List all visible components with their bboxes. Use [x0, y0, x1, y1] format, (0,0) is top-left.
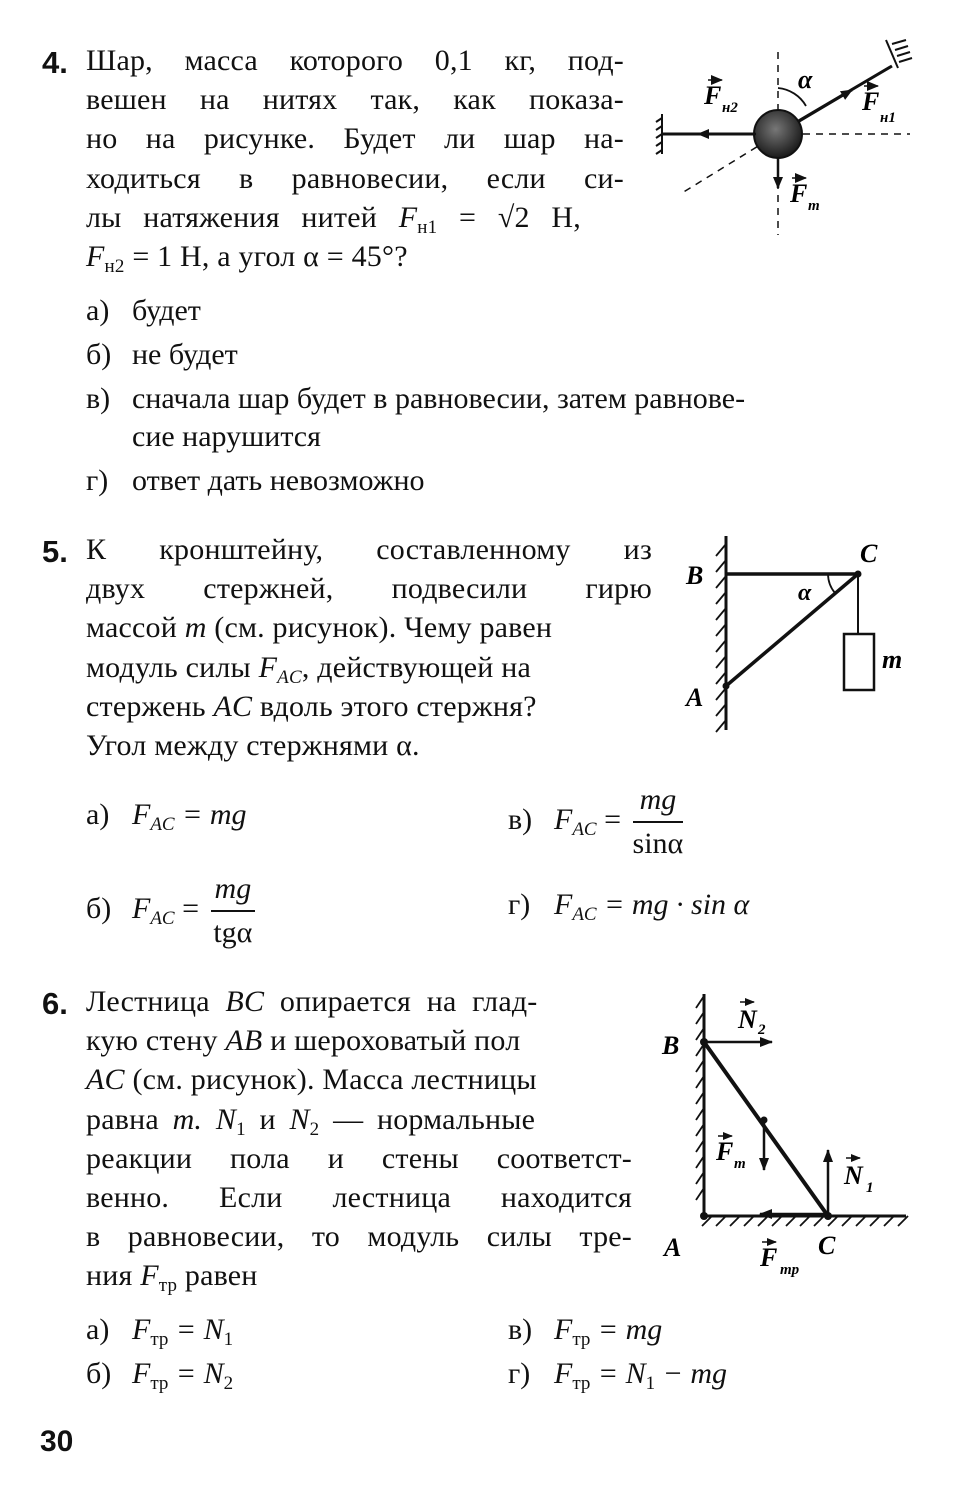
option-6b[interactable]	[86, 1355, 233, 1393]
text-fragment: , а угол α = 45°?	[201, 240, 408, 274]
figure-bracket	[680, 530, 920, 740]
option-4g[interactable]	[86, 462, 425, 500]
svg-text:н2: н2	[722, 100, 738, 116]
subscript: тр	[572, 1329, 591, 1350]
label-a: A	[686, 683, 704, 712]
label-c: C	[818, 1231, 836, 1260]
problem-4-text	[86, 41, 624, 276]
subscript: 1	[236, 1118, 246, 1140]
text-fragment: и шероховатый пол	[270, 1024, 521, 1058]
fraction-denominator: sinα	[632, 827, 684, 860]
vector-fn1	[798, 90, 852, 122]
fraction-numerator: mg	[633, 781, 684, 823]
option-6g[interactable]	[508, 1355, 727, 1393]
subscript: AC	[150, 907, 175, 929]
option-6v[interactable]	[508, 1311, 662, 1349]
option-5g[interactable]	[508, 886, 749, 924]
label-n1	[843, 1158, 874, 1196]
problem-5-text	[86, 530, 652, 765]
option-text: не будет	[132, 338, 238, 371]
force-symbol: F	[554, 1313, 573, 1346]
angle-label: α	[798, 65, 813, 94]
option-label: в)	[86, 382, 111, 415]
label-ftr	[759, 1242, 800, 1278]
label-fn2	[703, 80, 738, 116]
text-line	[86, 648, 652, 687]
floor-symbol: AC	[86, 1063, 125, 1097]
subscript: AC	[572, 904, 597, 925]
subscript: 1	[645, 1373, 656, 1394]
problem-6-text	[86, 982, 632, 1296]
text-line: двух стержней, подвесили гирю	[86, 572, 652, 606]
formula-rhs: = N	[597, 1357, 646, 1390]
text-fragment: массой	[86, 611, 177, 645]
svg-text:F: F	[704, 81, 722, 110]
subscript: 1	[223, 1329, 234, 1350]
option-6a[interactable]	[86, 1311, 233, 1349]
rod-symbol: AC	[213, 689, 253, 723]
text-line: венно. Если лестница находится	[86, 1181, 632, 1215]
text-line	[86, 982, 632, 1021]
formula-rhs: = mg	[182, 798, 247, 831]
option-label: г)	[508, 888, 531, 921]
label-b: B	[662, 1031, 680, 1060]
option-label: г)	[86, 464, 109, 497]
force-symbol: F	[86, 240, 105, 274]
text-fragment: равна	[86, 1102, 159, 1136]
formula-rhs: = N	[175, 1357, 224, 1390]
label-a: A	[664, 1233, 682, 1262]
text-line: К кронштейну, составленному из	[86, 533, 652, 566]
force-symbol: F	[554, 802, 573, 836]
force-symbol: F	[554, 888, 573, 921]
text-line	[86, 1021, 632, 1060]
formula-rhs: − mg	[662, 1357, 728, 1390]
wall-symbol: AB	[225, 1024, 263, 1058]
option-label: а)	[86, 294, 110, 327]
fraction-numerator: mg	[211, 870, 256, 912]
ladder-symbol: BC	[225, 985, 265, 1018]
force-symbol: F	[132, 798, 151, 831]
equals-sign: =	[182, 891, 200, 925]
text-line: Шар, масса которого 0,1 кг, под-	[86, 44, 624, 77]
mass-symbol: m.	[172, 1102, 203, 1136]
text-line	[86, 198, 624, 237]
formula-rhs: = N	[175, 1313, 224, 1346]
text-fragment: (см. рисунок). Чему равен	[214, 611, 553, 645]
subscript: тр	[150, 1329, 169, 1350]
subscript: тр	[158, 1275, 178, 1297]
equals-sign: =	[604, 802, 622, 836]
text-line	[86, 687, 652, 726]
problem-4-number: 4.	[42, 45, 68, 80]
point-a	[700, 1212, 708, 1220]
svg-text:F: F	[760, 1243, 778, 1272]
option-4v[interactable]	[86, 380, 745, 456]
text-fragment: модуль силы	[86, 650, 251, 684]
force-symbol: F	[132, 1357, 151, 1390]
wall-hatch-right	[886, 40, 912, 68]
text-line	[86, 608, 652, 647]
option-label: б)	[86, 338, 112, 371]
option-label: а)	[86, 1313, 110, 1346]
svg-text:н1: н1	[880, 110, 896, 126]
text-fragment: вдоль этого стержня?	[259, 689, 537, 723]
option-5b[interactable]	[86, 870, 259, 952]
mass-symbol: m	[184, 611, 207, 645]
option-text: будет	[132, 294, 201, 327]
subscript: н2	[104, 256, 125, 278]
text-fragment: опирается на глад-	[279, 985, 538, 1018]
text-fragment: — нормальные	[333, 1102, 536, 1136]
option-label: а)	[86, 798, 110, 831]
figure-ball-on-threads	[640, 30, 920, 240]
subscript: тр	[572, 1373, 591, 1394]
svg-text:F: F	[790, 179, 808, 208]
force-symbol: F	[132, 891, 151, 925]
text-line: Угол между стержнями α.	[86, 729, 420, 763]
option-label: б)	[86, 891, 112, 925]
text-line	[86, 1100, 632, 1139]
label-n2	[737, 1002, 766, 1038]
formula-rhs: = mg	[597, 1313, 663, 1346]
subscript: 2	[309, 1118, 320, 1140]
page-number: 30	[40, 1425, 74, 1458]
option-4a[interactable]	[86, 292, 201, 330]
svg-text:1: 1	[866, 1180, 874, 1196]
figure-ladder	[660, 988, 920, 1288]
text-fragment: = 1 Н	[132, 240, 202, 274]
text-line: вешен на нитях так, как показа-	[86, 83, 624, 117]
text-fragment: равен	[184, 1259, 258, 1293]
text-fragment: стержень	[86, 689, 206, 723]
svg-text:2: 2	[758, 1022, 766, 1038]
label-c: C	[860, 539, 878, 568]
option-4b[interactable]	[86, 336, 238, 374]
angle-arc	[828, 574, 835, 593]
text-line: реакции пола и стены соответст-	[86, 1141, 632, 1175]
force-symbol: F	[398, 200, 418, 234]
subscript: тр	[150, 1373, 169, 1394]
subscript: н1	[417, 216, 438, 238]
text-line	[86, 237, 624, 276]
joint-a	[723, 683, 730, 690]
problem-6-number: 6.	[42, 986, 68, 1021]
subscript: 2	[223, 1373, 234, 1394]
label-ft	[715, 1136, 746, 1172]
normal-symbol: N	[289, 1102, 310, 1136]
option-label: в)	[508, 802, 533, 836]
angle-label: α	[798, 580, 812, 606]
subscript: AC	[277, 666, 302, 688]
option-5a[interactable]	[86, 796, 247, 834]
text-line: но на рисунке. Будет ли шар на-	[86, 122, 624, 156]
svg-text:т: т	[808, 198, 820, 214]
label-b: B	[686, 561, 704, 590]
subscript: AC	[150, 814, 175, 835]
text-line	[86, 1256, 632, 1295]
option-text-continued: сие нарушится	[132, 420, 321, 453]
text-fragment: ния	[86, 1259, 133, 1293]
option-label: г)	[508, 1357, 531, 1390]
option-text: сначала шар будет в равновесии, затем равнове-	[132, 382, 746, 415]
label-m: m	[882, 645, 903, 674]
problem-5-number: 5.	[42, 534, 68, 569]
text-line: ходиться в равновесии, если си-	[86, 161, 624, 195]
svg-text:F: F	[716, 1137, 734, 1166]
force-symbol: F	[132, 1313, 151, 1346]
ladder	[704, 1042, 828, 1216]
force-symbol: F	[554, 1357, 573, 1390]
option-label: б)	[86, 1357, 112, 1390]
wall-hatch-left	[656, 114, 662, 154]
normal-symbol: N	[215, 1102, 237, 1136]
option-label: в)	[508, 1313, 533, 1346]
label-ft	[789, 178, 820, 214]
option-text: ответ дать невозможно	[132, 464, 425, 497]
force-symbol: F	[258, 650, 278, 684]
svg-text:N: N	[844, 1161, 863, 1190]
fraction-denominator: tgα	[213, 916, 253, 949]
text-line: в равновесии, то модуль силы тре-	[86, 1220, 632, 1254]
text-fragment: , действующей на	[301, 650, 531, 684]
subscript: AC	[572, 818, 597, 840]
text-line	[86, 1060, 632, 1099]
text-fragment: (см. рисунок). Масса лестницы	[132, 1063, 537, 1097]
text-fragment: кую стену	[86, 1024, 218, 1058]
svg-text:F: F	[862, 87, 880, 116]
text-fragment: Лестница	[86, 985, 210, 1018]
text-fragment: = √2 Н,	[459, 200, 581, 234]
dashed-diagonal	[682, 140, 768, 193]
formula-rhs: = mg · sin α	[604, 888, 750, 921]
weight	[844, 634, 874, 690]
svg-text:тр: тр	[780, 1262, 800, 1278]
svg-text:N: N	[738, 1005, 757, 1034]
text-fragment: и	[259, 1102, 276, 1136]
force-symbol: F	[140, 1259, 159, 1293]
svg-text:т: т	[734, 1156, 746, 1172]
text-fragment: лы натяжения нитей	[86, 200, 377, 234]
fraction	[211, 870, 256, 952]
option-5v[interactable]	[508, 781, 687, 863]
label-fn1	[861, 86, 896, 126]
fraction	[633, 781, 684, 863]
rod-ac	[726, 574, 858, 686]
ball	[754, 110, 802, 158]
